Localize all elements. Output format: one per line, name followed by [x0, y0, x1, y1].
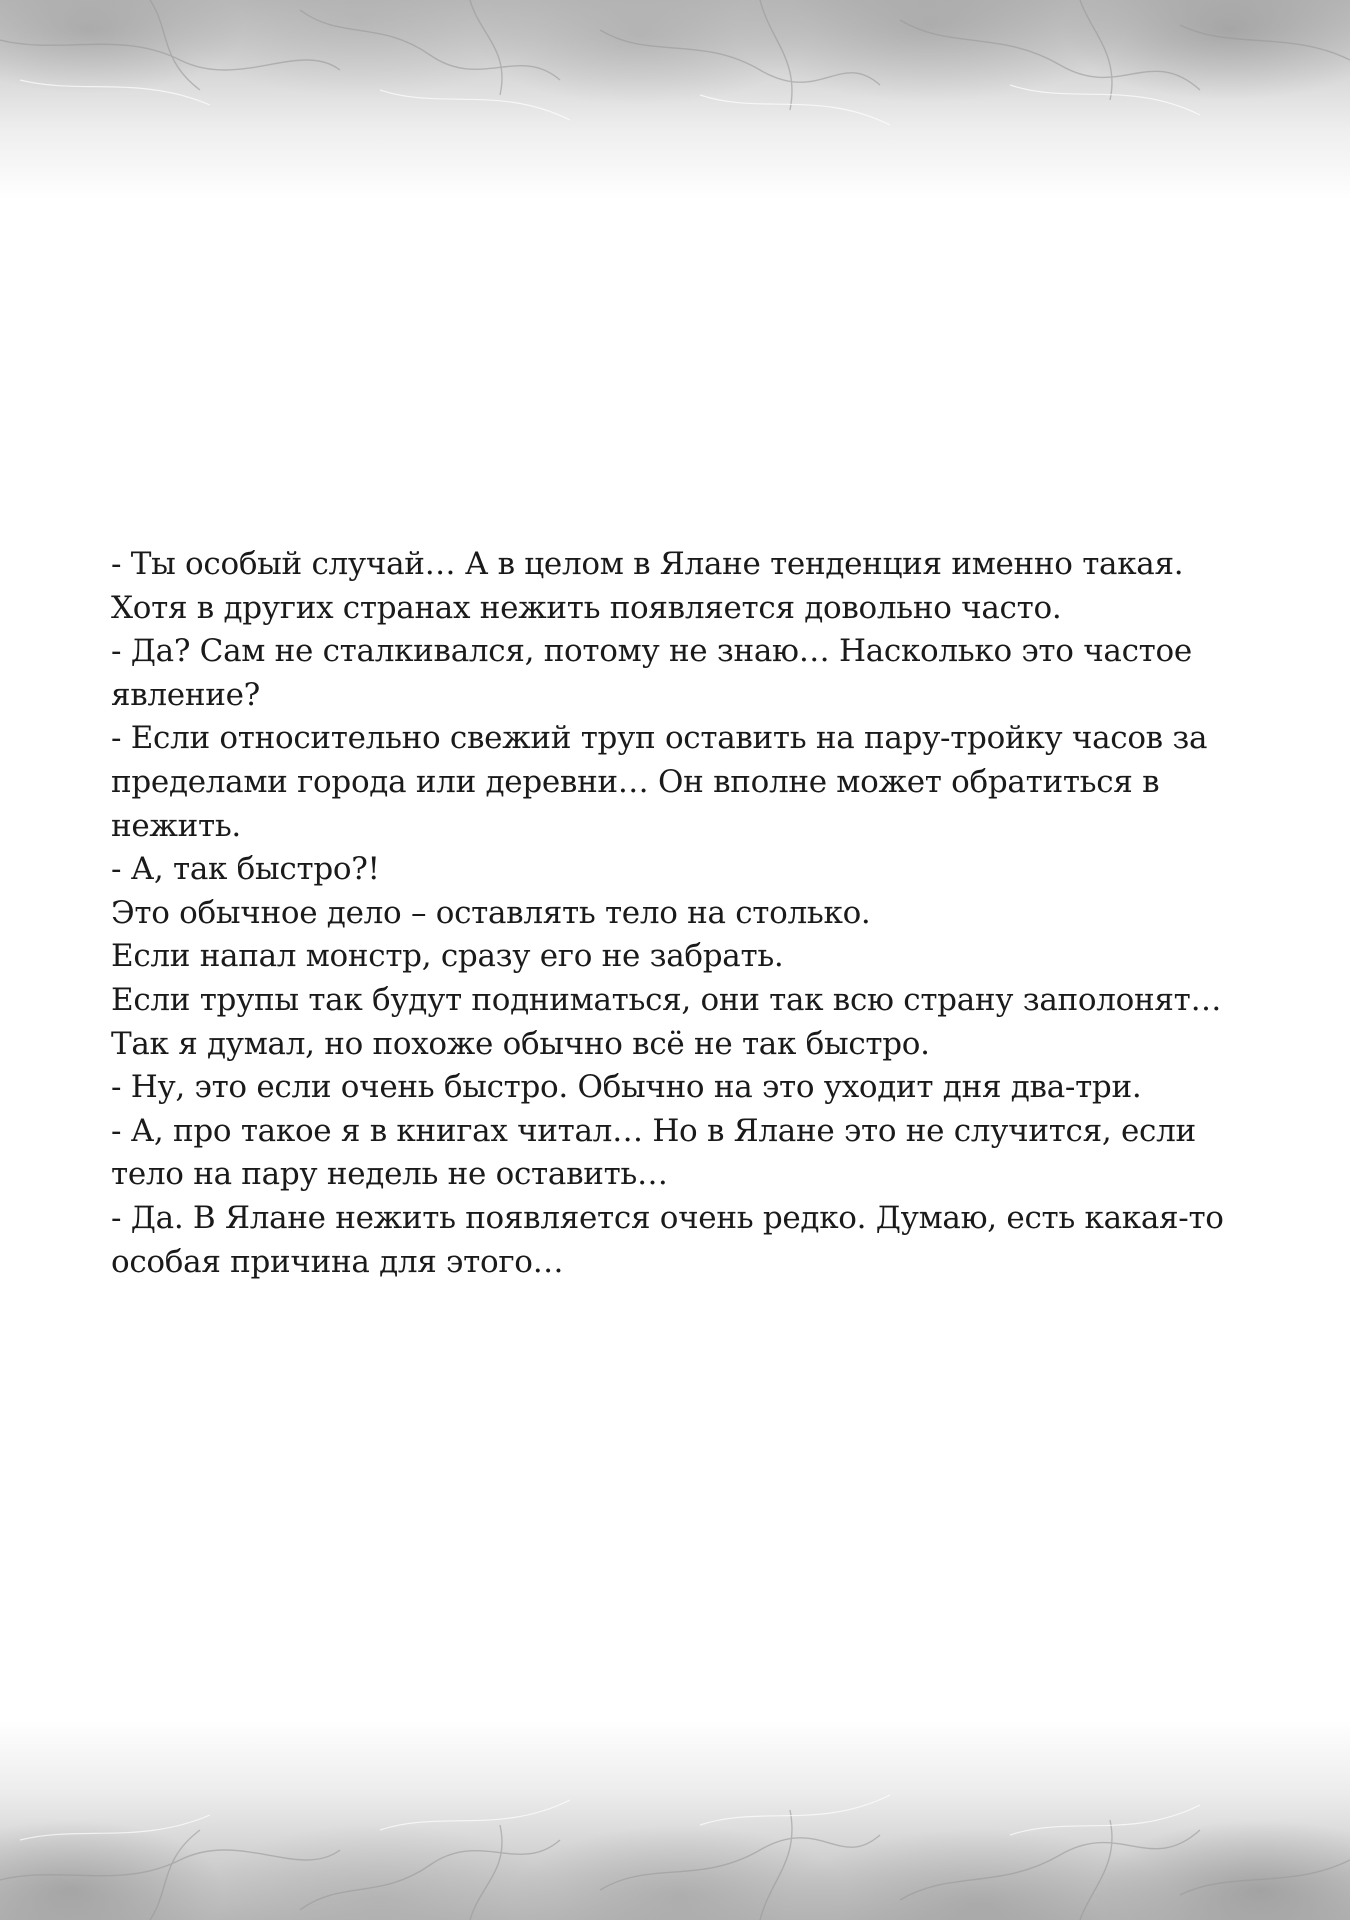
stone-texture-bottom	[0, 1720, 1350, 1920]
stone-cracks-top	[0, 0, 1350, 200]
document-text	[111, 543, 1271, 1284]
text-line: Это обычное дело – оставлять тело на столько.	[111, 894, 871, 931]
text-line: - Ну, это если очень быстро. Обычно на это уходит дня два-три.	[111, 1069, 1142, 1106]
stone-cracks-bottom	[0, 1720, 1350, 1920]
text-line: - А, про такое я в книгах читал… Но в Ялане это не случится, если	[111, 1112, 1196, 1149]
text-line: Если напал монстр, сразу его не забрать.	[111, 938, 784, 975]
text-line: - Да? Сам не сталкивался, потому не знаю… Насколько это частое	[111, 633, 1192, 670]
text-line: особая причина для этого…	[111, 1243, 564, 1280]
text-line: явление?	[111, 676, 260, 713]
text-line: - Ты особый случай… А в целом в Ялане тенденция именно такая.	[111, 546, 1184, 582]
text-line: - Да. В Ялане нежить появляется очень редко. Думаю, есть какая-то	[111, 1199, 1224, 1236]
text-line: пределами города или деревни… Он вполне может обратиться в	[111, 763, 1160, 800]
text-line: тело на пару недель не оставить…	[111, 1156, 668, 1193]
text-line: Если трупы так будут подниматься, они так всю страну заполонят…	[111, 981, 1222, 1018]
text-line: Так я думал, но похоже обычно всё не так быстро.	[111, 1025, 930, 1062]
text-line: - А, так быстро?!	[111, 851, 380, 888]
text-line: - Если относительно свежий труп оставить на пару-тройку часов за	[111, 720, 1208, 757]
text-line: нежить.	[111, 807, 241, 844]
stone-texture-top	[0, 0, 1350, 200]
text-line: Хотя в других странах нежить появляется довольно часто.	[111, 589, 1062, 626]
